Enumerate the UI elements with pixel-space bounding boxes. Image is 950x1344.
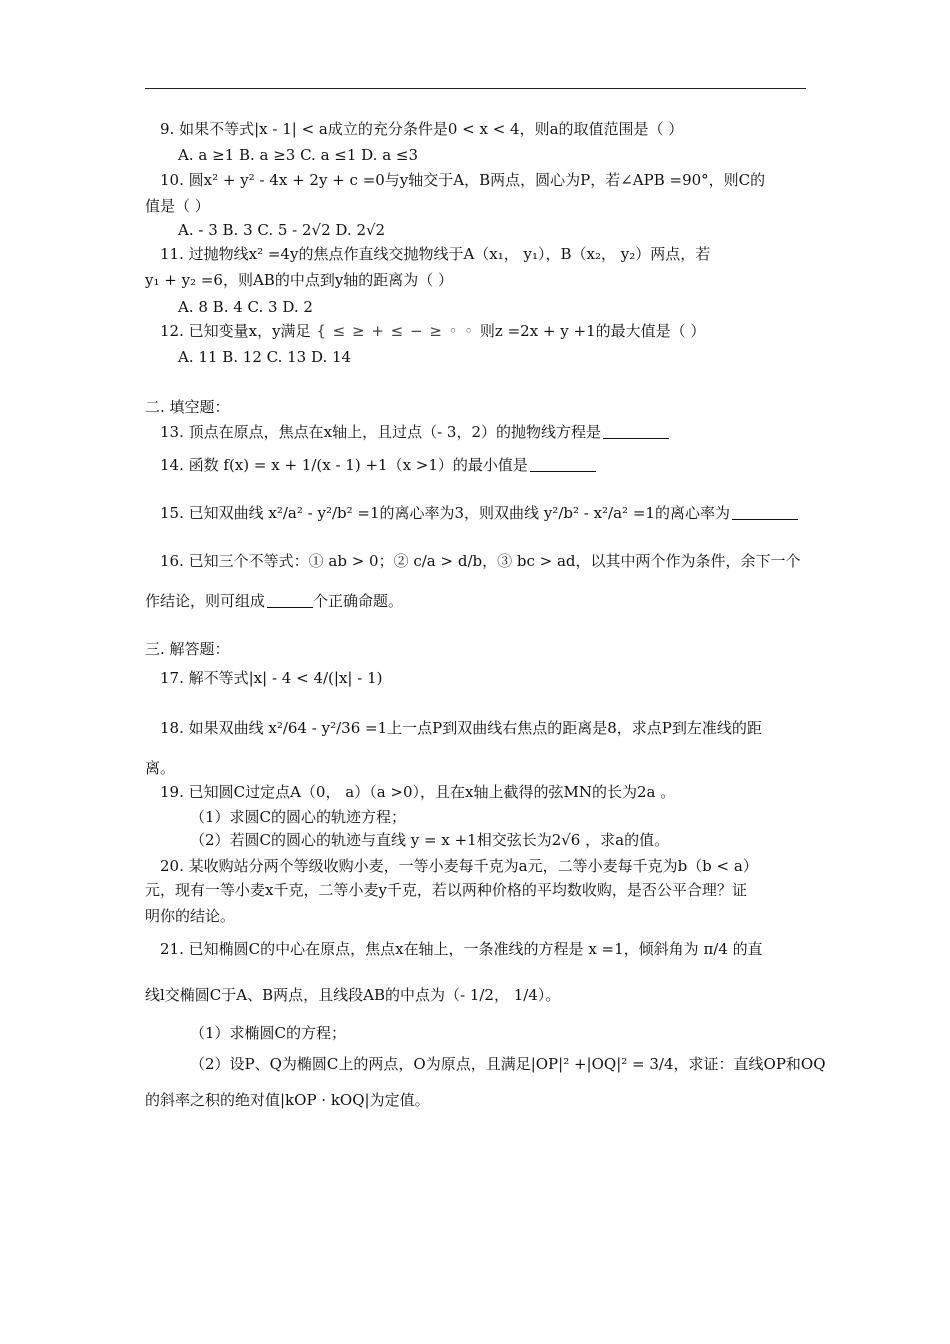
q14-answer-blank[interactable] xyxy=(530,457,596,472)
q11-options: A. 8 B. 4 C. 3 D. 2 xyxy=(178,298,313,316)
q16-cont xyxy=(145,590,403,612)
q16-cont-a: 作结论，则可组成 xyxy=(145,592,266,610)
q21-part2: （2）设P、Q为椭圆C上的两点，O为原点，且满足|OP|² +|OQ|² = 3/4，求证：直线OP和OQ xyxy=(190,1055,826,1073)
q9-stem: 9. 如果不等式|x - 1| < a成立的充分条件是0 < x < 4，则a的取值范围是（ ） xyxy=(160,120,684,138)
q17: 17. 解不等式|x| - 4 < 4/(|x| - 1) xyxy=(160,669,383,687)
q14 xyxy=(160,454,596,476)
q15-text: 15. 已知双曲线 x²/a² - y²/b² =1的离心率为3，则双曲线 y²/b² - x²/a² =1的离心率为 xyxy=(160,504,730,522)
q21-part2-cont: 的斜率之积的绝对值|kOP · kOQ|为定值。 xyxy=(145,1091,430,1109)
q21-cont: 线l交椭圆C于A、B两点，且线段AB的中点为（- 1/2， 1/4）。 xyxy=(145,986,561,1004)
q19-part2: （2）若圆C的圆心的轨迹与直线 y = x +1相交弦长为2√6 ，求a的值。 xyxy=(190,831,670,849)
q12-stem-a: 12. 已知变量x，y满足 xyxy=(160,322,311,340)
q12-options: A. 11 B. 12 C. 13 D. 14 xyxy=(178,348,352,366)
header-rule xyxy=(145,88,806,89)
q21-part1: （1）求椭圆C的方程； xyxy=(190,1024,347,1042)
q13-answer-blank[interactable] xyxy=(603,424,669,439)
q11-stem: 11. 过抛物线x² =4y的焦点作直线交抛物线于A（x₁， y₁），B（x₂， y₂）两点，若 xyxy=(160,245,711,263)
q16-answer-blank[interactable] xyxy=(267,593,313,608)
q19-stem: 19. 已知圆C过定点A（0， a）（a >0），且在x轴上截得的弦MN的长为2a 。 xyxy=(160,783,676,801)
q11-cont: y₁ + y₂ =6，则AB的中点到y轴的距离为（ ） xyxy=(145,271,454,289)
section3-heading: 三. 解答题： xyxy=(145,640,230,658)
q16-cont-b: 个正确命题。 xyxy=(313,592,404,610)
q14-text: 14. 函数 f(x) = x + 1/(x - 1) +1（x >1）的最小值是 xyxy=(160,456,528,474)
q13 xyxy=(160,421,669,443)
q12-stem xyxy=(160,320,705,342)
q20-stem: 20. 某收购站分两个等级收购小麦，一等小麦每千克为a元，二等小麦每千克为b（b < a） xyxy=(160,857,758,875)
q9-options: A. a ≥1 B. a ≥3 C. a ≤1 D. a ≤3 xyxy=(178,146,419,164)
q18-cont: 离。 xyxy=(145,759,176,777)
q19-part1: （1）求圆C的圆心的轨迹方程； xyxy=(190,808,407,826)
q15-answer-blank[interactable] xyxy=(732,505,798,520)
section2-heading: 二. 填空题： xyxy=(145,398,230,416)
q10-options: A. - 3 B. 3 C. 5 - 2√2 D. 2√2 xyxy=(178,221,386,239)
q20-cont1: 元，现有一等小麦x千克，二等小麦y千克，若以两种价格的平均数收购，是否公平合理？证 xyxy=(145,881,747,899)
q10-stem: 10. 圆x² + y² - 4x + 2y + c =0与y轴交于A，B两点，圆心为P，若∠APB =90°，则C的 xyxy=(160,171,766,189)
q10-cont: 值是（ ） xyxy=(145,197,210,215)
q12-stem-b: 则z =2x + y +1的最大值是（ ） xyxy=(479,322,706,340)
q13-text: 13. 顶点在原点，焦点在x轴上，且过点（- 3，2）的抛物线方程是 xyxy=(160,423,602,441)
constraint-system-image: { ≤ ≥ + ≤ − ≥ ◦ ◦ xyxy=(310,322,480,340)
q18-stem: 18. 如果双曲线 x²/64 - y²/36 =1上一点P到双曲线右焦点的距离是8，求点P到左准线的距 xyxy=(160,719,762,737)
q15 xyxy=(160,502,798,524)
q21-stem: 21. 已知椭圆C的中心在原点，焦点x在轴上，一条准线的方程是 x =1，倾斜角为 π/4 的直 xyxy=(160,940,763,958)
q20-cont2: 明你的结论。 xyxy=(145,907,236,925)
q16-stem: 16. 已知三个不等式：① ab > 0；② c/a > d/b，③ bc > ad，以其中两个作为条件，余下一个 xyxy=(160,552,801,570)
